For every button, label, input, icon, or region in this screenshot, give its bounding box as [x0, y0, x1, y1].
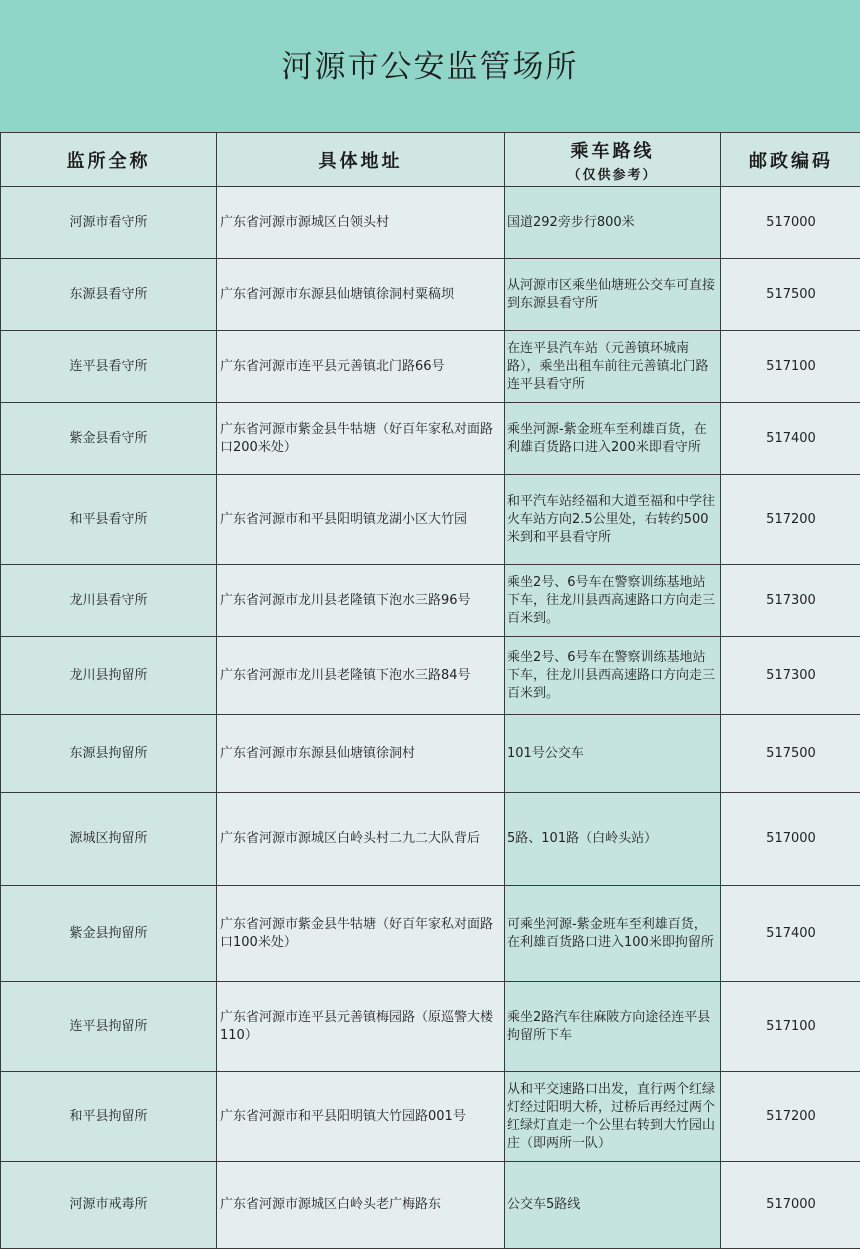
table-row: [1, 1072, 860, 1162]
facility-postcode: 517000: [721, 1162, 860, 1249]
table-row: [1, 331, 860, 403]
facility-name: 和平县看守所: [1, 475, 217, 565]
header-route: [505, 133, 721, 187]
table-row: [1, 259, 860, 331]
facility-name: 龙川县拘留所: [1, 637, 217, 715]
facility-postcode: 517100: [721, 982, 860, 1072]
facility-postcode: 517300: [721, 637, 860, 715]
facility-address: 广东省河源市连平县元善镇梅园路（原巡警大楼110）: [217, 982, 505, 1072]
header-address: 具体地址: [217, 133, 505, 187]
header-route-note: （仅供参考）: [567, 167, 658, 183]
facility-name: 连平县看守所: [1, 331, 217, 403]
facility-route: 国道292旁步行800米: [505, 187, 721, 259]
facility-name: 东源县看守所: [1, 259, 217, 331]
facility-postcode: 517000: [721, 793, 860, 886]
facility-address: 广东省河源市紫金县牛牯塘（好百年家私对面路口200米处）: [217, 403, 505, 475]
facility-route: 在连平县汽车站（元善镇环城南路），乘坐出租车前往元善镇北门路连平县看守所: [505, 331, 721, 403]
facility-address: 广东省河源市源城区白岭头村二九二大队背后: [217, 793, 505, 886]
facility-name: 源城区拘留所: [1, 793, 217, 886]
facility-name: 紫金县看守所: [1, 403, 217, 475]
facility-address: 广东省河源市源城区白领头村: [217, 187, 505, 259]
facility-postcode: 517300: [721, 565, 860, 637]
facility-name: 紫金县拘留所: [1, 886, 217, 982]
title-banner: [0, 0, 860, 132]
facility-name: 河源市戒毒所: [1, 1162, 217, 1249]
facility-route: 从和平交速路口出发，直行两个红绿灯经过阳明大桥，过桥后再经过两个红绿灯直走一个公里右转到大竹园山庄（即两所一队）: [505, 1072, 721, 1162]
facility-route: 乘坐2号、6号车在警察训练基地站下车，往龙川县西高速路口方向走三百米到。: [505, 565, 721, 637]
facility-route: 乘坐2路汽车往麻陂方向途径连平县拘留所下车: [505, 982, 721, 1072]
facility-address: 广东省河源市龙川县老隆镇下泡水三路84号: [217, 637, 505, 715]
facility-postcode: 517400: [721, 886, 860, 982]
table-row: [1, 793, 860, 886]
table-row: [1, 187, 860, 259]
facility-route: 5路、101路（白岭头站）: [505, 793, 721, 886]
facility-name: 河源市看守所: [1, 187, 217, 259]
facility-name: 龙川县看守所: [1, 565, 217, 637]
facility-postcode: 517000: [721, 187, 860, 259]
facility-address: 广东省河源市龙川县老隆镇下泡水三路96号: [217, 565, 505, 637]
facility-name: 和平县拘留所: [1, 1072, 217, 1162]
facility-postcode: 517100: [721, 331, 860, 403]
facility-postcode: 517200: [721, 475, 860, 565]
facility-address: 广东省河源市和平县阳明镇大竹园路001号: [217, 1072, 505, 1162]
facility-name: 东源县拘留所: [1, 715, 217, 793]
facility-address: 广东省河源市紫金县牛牯塘（好百年家私对面路口100米处）: [217, 886, 505, 982]
facilities-table: [0, 132, 860, 1249]
facility-route: 乘坐2号、6号车在警察训练基地站下车，往龙川县西高速路口方向走三百米到。: [505, 637, 721, 715]
facility-route: 公交车5路线: [505, 1162, 721, 1249]
facility-postcode: 517500: [721, 715, 860, 793]
table-header-row: [1, 133, 860, 187]
facility-route: 从河源市区乘坐仙塘班公交车可直接到东源县看守所: [505, 259, 721, 331]
header-postcode: 邮政编码: [721, 133, 860, 187]
table-row: [1, 886, 860, 982]
facility-postcode: 517500: [721, 259, 860, 331]
facility-route: 101号公交车: [505, 715, 721, 793]
facility-name: 连平县拘留所: [1, 982, 217, 1072]
facility-address: 广东省河源市和平县阳明镇龙湖小区大竹园: [217, 475, 505, 565]
facility-postcode: 517200: [721, 1072, 860, 1162]
table-row: [1, 637, 860, 715]
header-route-label: 乘车路线: [570, 140, 655, 162]
facility-postcode: 517400: [721, 403, 860, 475]
table-row: [1, 982, 860, 1072]
table-row: [1, 565, 860, 637]
facility-address: 广东省河源市东源县仙塘镇徐洞村: [217, 715, 505, 793]
table-row: [1, 475, 860, 565]
facility-address: 广东省河源市东源县仙塘镇徐洞村粟稿坝: [217, 259, 505, 331]
header-name: 监所全称: [1, 133, 217, 187]
table-row: [1, 1162, 860, 1249]
facility-address: 广东省河源市源城区白岭头老广梅路东: [217, 1162, 505, 1249]
facility-route: 乘坐河源-紫金班车至利雄百货，在利雄百货路口进入200米即看守所: [505, 403, 721, 475]
facility-address: 广东省河源市连平县元善镇北门路66号: [217, 331, 505, 403]
facility-route: 可乘坐河源-紫金班车至利雄百货，在利雄百货路口进入100米即拘留所: [505, 886, 721, 982]
table-row: [1, 403, 860, 475]
page-title: 河源市公安监管场所: [281, 48, 579, 85]
facility-route: 和平汽车站经福和大道至福和中学往火车站方向2.5公里处，右转约500米到和平县看守所: [505, 475, 721, 565]
table-row: [1, 715, 860, 793]
